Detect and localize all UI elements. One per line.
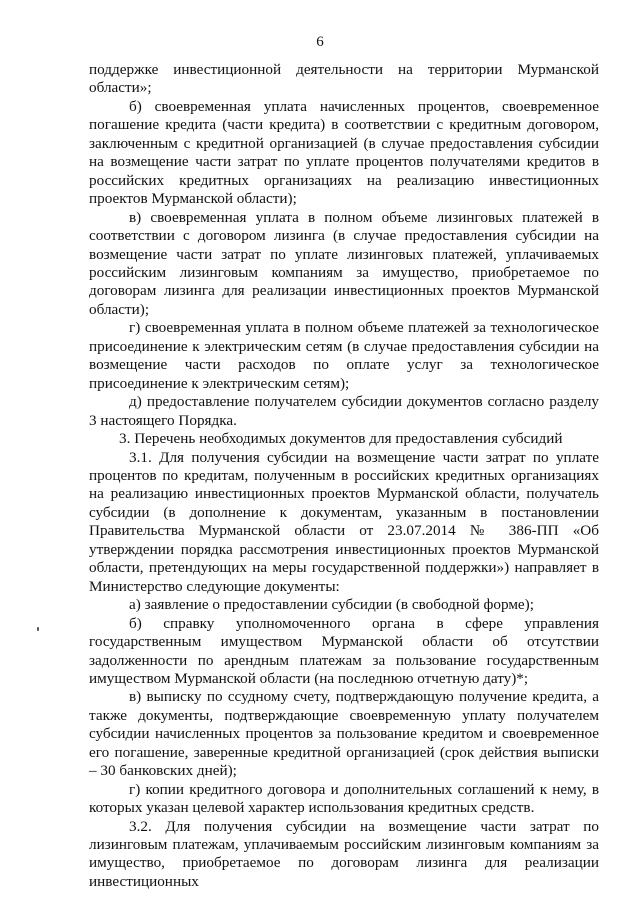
scan-mark [37, 627, 39, 631]
paragraph-3-2: 3.2. Для получения субсидии на возмещение части затрат по лизинговым платежам, уплачиваемым российским лизинговым компаниям за имущество, приобретаемое по договорам лизинга для реализации инвестиционных [89, 817, 599, 890]
paragraph-item-v: в) своевременная уплата в полном объеме лизинговых платежей в соответствии с договором лизинга (в случае предоставления субсидии на возмещение части затрат по уплате лизинговых платежей, уплачиваемых российским лизинговым компаниям за имущество, приобретаемое по договорам лизинга для реализации инвестиционных проектов Мурманской области); [89, 208, 599, 318]
section-heading-3: 3. Перечень необходимых документов для предоставления субсидий [119, 430, 563, 448]
document-body [89, 61, 599, 891]
paragraph-item-v-vypiska: в) выписку по ссудному счету, подтверждающую получение кредита, а также документы, подтверждающие своевременную уплату получателем субсидии начисленных процентов за пользование кредитом и своевременное его погашение, заверенные кредитной организацией (срок действия выписки – 30 банковских дней); [89, 688, 599, 780]
paragraph-item-g-kopii: г) копии кредитного договора и дополнительных соглашений к нему, в которых указан целевой характер использования кредитных средств. [89, 780, 599, 817]
page-number: 6 [316, 34, 324, 50]
paragraph-item-d: д) предоставление получателем субсидии документов согласно разделу 3 настоящего Порядка. [89, 393, 599, 429]
paragraph-3-1: 3.1. Для получения субсидии на возмещение части затрат по уплате процентов по кредитам, полученным в российских кредитных организациях на реализацию инвестиционных проектов Мурманской области, получатель субсидии (в дополнение к документам, указанным в постановлении Правительства Мурманской области от 23.07.2014 № 386-ПП «Об утверждении порядка рассмотрения инвестиционных проектов Мурманской области, претендующих на меры государственной поддержки») направляет в Министерство следующие документы: [89, 448, 599, 595]
paragraph-item-a: а) заявление о предоставлении субсидии (в свободной форме); [129, 596, 534, 614]
paragraph-continuation: поддержке инвестиционной деятельности на территории Мурманской области»; [89, 61, 599, 97]
paragraph-item-b: б) своевременная уплата начисленных процентов, своевременное погашение кредита (части кредита) в соответствии с кредитным договором, заключенным с кредитной организацией (в случае предоставления субсидии на возмещение части затрат по уплате процентов получателями кредитов в российских кредитных организациях на реализацию инвестиционных проектов Мурманской области); [89, 97, 599, 208]
paragraph-item-b-spravka: б) справку уполномоченного органа в сфере управления государственным имуществом Мурманской области об отсутствии задолженности по арендным платежам за пользование государственным имуществом Мурманской области (на последнюю отчетную дату)*; [89, 614, 599, 687]
paragraph-item-g: г) своевременная уплата в полном объеме платежей за технологическое присоединение к электрическим сетям (в случае предоставления субсидии на возмещение части расходов по оплате услуг за технологическое присоединение к электрическим сетям); [89, 319, 599, 392]
